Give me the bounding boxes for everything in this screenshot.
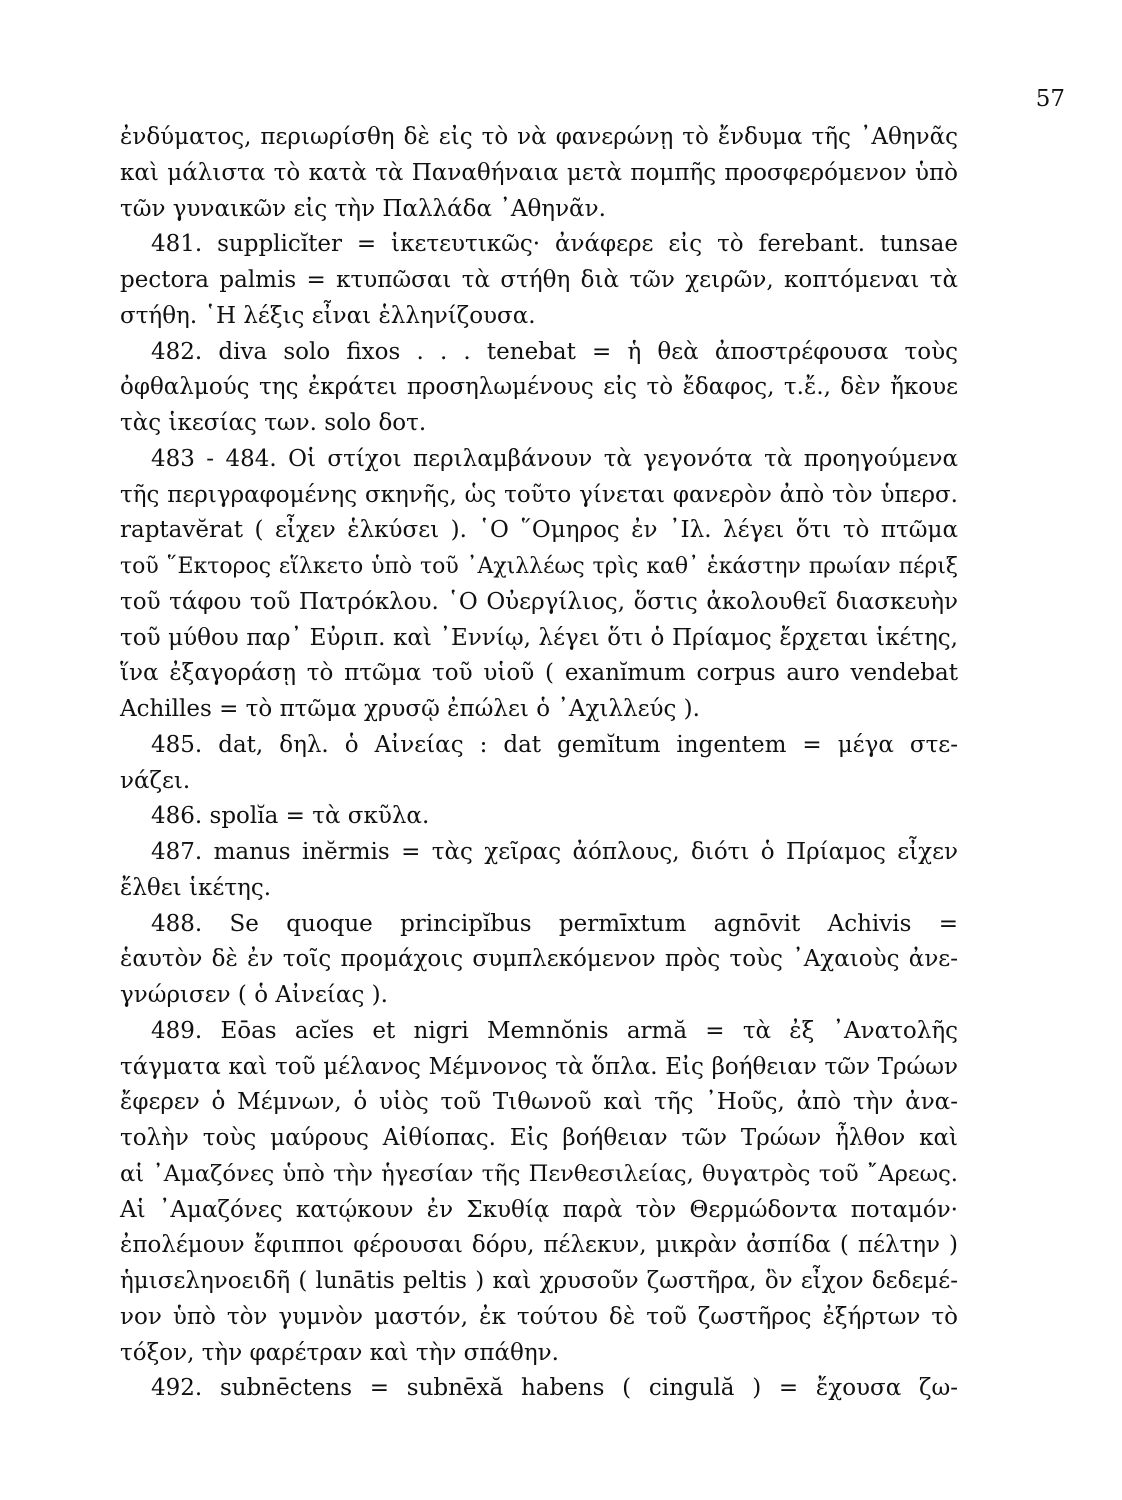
- text-line: ἐπολέμουν ἔφιπποι φέρουσαι δόρυ, πέλεκυν, μικρὰν ἀσπίδα ( πέλτην ): [120, 1232, 958, 1259]
- text-line: 483 - 484. Οἱ στίχοι περιλαμβάνουν τὰ γεγονότα τὰ προηγούμενα: [151, 445, 958, 472]
- page-number: 57: [1035, 86, 1065, 112]
- text-line: τολὴν τοὺς μαύρους Αἰθίοπας. Εἰς βοήθειαν τῶν Τρώων ἦλθον καὶ: [120, 1125, 958, 1151]
- text-line: στήθη. ῾Η λέξις εἶναι ἑλληνίζουσα.: [120, 302, 536, 329]
- text-line: ἡμισεληνοειδῆ ( lunātis peltis ) καὶ χρυσοῦν ζωστῆρα, ὃν εἶχον δεδεμέ-: [120, 1268, 958, 1294]
- text-line: ἐνδύματος, περιωρίσθη δὲ εἰς τὸ νὰ φανερώνῃ τὸ ἔνδυμα τῆς ᾽Αθηνᾶς: [120, 124, 958, 150]
- text-line: τῶν γυναικῶν εἰς τὴν Παλλάδα ᾽Αθηνᾶν.: [120, 195, 606, 222]
- text-line: ἔλθει ἱκέτης.: [120, 874, 272, 901]
- text-line: raptavĕrat ( εἶχεν ἑλκύσει ). ῾Ο ῞Ομηρος ἐν ᾽Ιλ. λέγει ὅτι τὸ πτῶμα: [120, 517, 958, 544]
- text-line: ὀφθαλμούς της ἐκράτει προσηλωμένους εἰς τὸ ἔδαφος, τ.ἔ., δὲν ἤκουε: [120, 374, 958, 401]
- text-line: 485. dat, δηλ. ὁ Αἰνείας : dat gemĭtum ingentem = μέγα στε-: [151, 731, 958, 758]
- text-line: ἔφερεν ὁ Μέμνων, ὁ υἱὸς τοῦ Τιθωνοῦ καὶ τῆς ᾽Ηοῦς, ἀπὸ τὴν ἀνα-: [120, 1089, 958, 1116]
- text-line: 481. supplicĭter = ἱκετευτικῶς· ἀνάφερε εἰς τὸ ferebant. tunsae: [151, 231, 958, 258]
- text-line: τὰς ἱκεσίας των. solo δοτ.: [120, 410, 427, 436]
- text-line: 488. Se quoque principĭbus permīxtum agnōvit Achivis =: [151, 910, 958, 937]
- text-line: 489. Eōas acĭes et nigri Memnŏnis armă = τὰ ἐξ ᾽Ανατολῆς: [151, 1017, 958, 1044]
- text-line: 486. spolĭa = τὰ σκῦλα.: [151, 803, 430, 830]
- text-line: pectora palmis = κτυπῶσαι τὰ στήθη διὰ τῶν χειρῶν, κοπτόμεναι τὰ: [120, 267, 958, 293]
- text-line: καὶ μάλιστα τὸ κατὰ τὰ Παναθήναια μετὰ πομπῆς προσφερόμενον ὑπὸ: [120, 159, 958, 186]
- commentary-text: [120, 120, 958, 1407]
- text-line: Αἱ ᾽Αμαζόνες κατῴκουν ἐν Σκυθίᾳ παρὰ τὸν Θερμώδοντα ποταμόν·: [120, 1196, 958, 1223]
- text-line: τῆς περιγραφομένης σκηνῆς, ὡς τοῦτο γίνεται φανερὸν ἀπὸ τὸν ὑπερσ.: [120, 481, 958, 508]
- text-line: τάγματα καὶ τοῦ μέλανος Μέμνονος τὰ ὅπλα. Εἰς βοήθειαν τῶν Τρώων: [120, 1053, 958, 1080]
- text-line: τοῦ τάφου τοῦ Πατρόκλου. ῾Ο Οὐεργίλιος, ὅστις ἀκολουθεῖ διασκευὴν: [120, 588, 958, 615]
- text-line: 487. manus inĕrmis = τὰς χεῖρας ἀόπλους, διότι ὁ Πρίαμος εἶχεν: [151, 839, 958, 865]
- text-line: γνώρισεν ( ὁ Αἰνείας ).: [120, 982, 388, 1008]
- text-line: τοῦ μύθου παρ᾽ Εὐριπ. καὶ ᾽Εννίῳ, λέγει ὅτι ὁ Πρίαμος ἔρχεται ἱκέτης,: [120, 624, 958, 651]
- text-line: ἵνα ἐξαγοράσῃ τὸ πτῶμα τοῦ υἱοῦ ( exanĭmum corpus auro vendebat: [120, 660, 958, 687]
- text-line: νον ὑπὸ τὸν γυμνὸν μαστόν, ἐκ τούτου δὲ τοῦ ζωστῆρος ἐξήρτων τὸ: [120, 1303, 958, 1330]
- text-line: νάζει.: [120, 767, 191, 794]
- text-line: τοῦ ῞Εκτορος εἵλκετο ὑπὸ τοῦ ᾽Αχιλλέως τρὶς καθ᾽ ἑκάστην πρωίαν πέριξ: [120, 554, 958, 579]
- text-line: Achilles = τὸ πτῶμα χρυσῷ ἐπώλει ὁ ᾽Αχιλλεύς ).: [120, 696, 700, 722]
- text-line: ἑαυτὸν δὲ ἐν τοῖς προμάχοις συμπλεκόμενον πρὸς τοὺς ᾽Αχαιοὺς ἀνε-: [120, 946, 958, 973]
- text-line: 492. subnēctens = subnēxă habens ( cingulă ) = ἔχουσα ζω-: [151, 1375, 958, 1402]
- text-line: αἱ ᾽Αμαζόνες ὑπὸ τὴν ἡγεσίαν τῆς Πενθεσιλείας, θυγατρὸς τοῦ ῎Αρεως.: [120, 1160, 958, 1187]
- text-line: τόξον, τὴν φαρέτραν καὶ τὴν σπάθην.: [120, 1339, 559, 1366]
- text-line: 482. diva solo fixos . . . tenebat = ἡ θεὰ ἀποστρέφουσα τοὺς: [151, 338, 958, 365]
